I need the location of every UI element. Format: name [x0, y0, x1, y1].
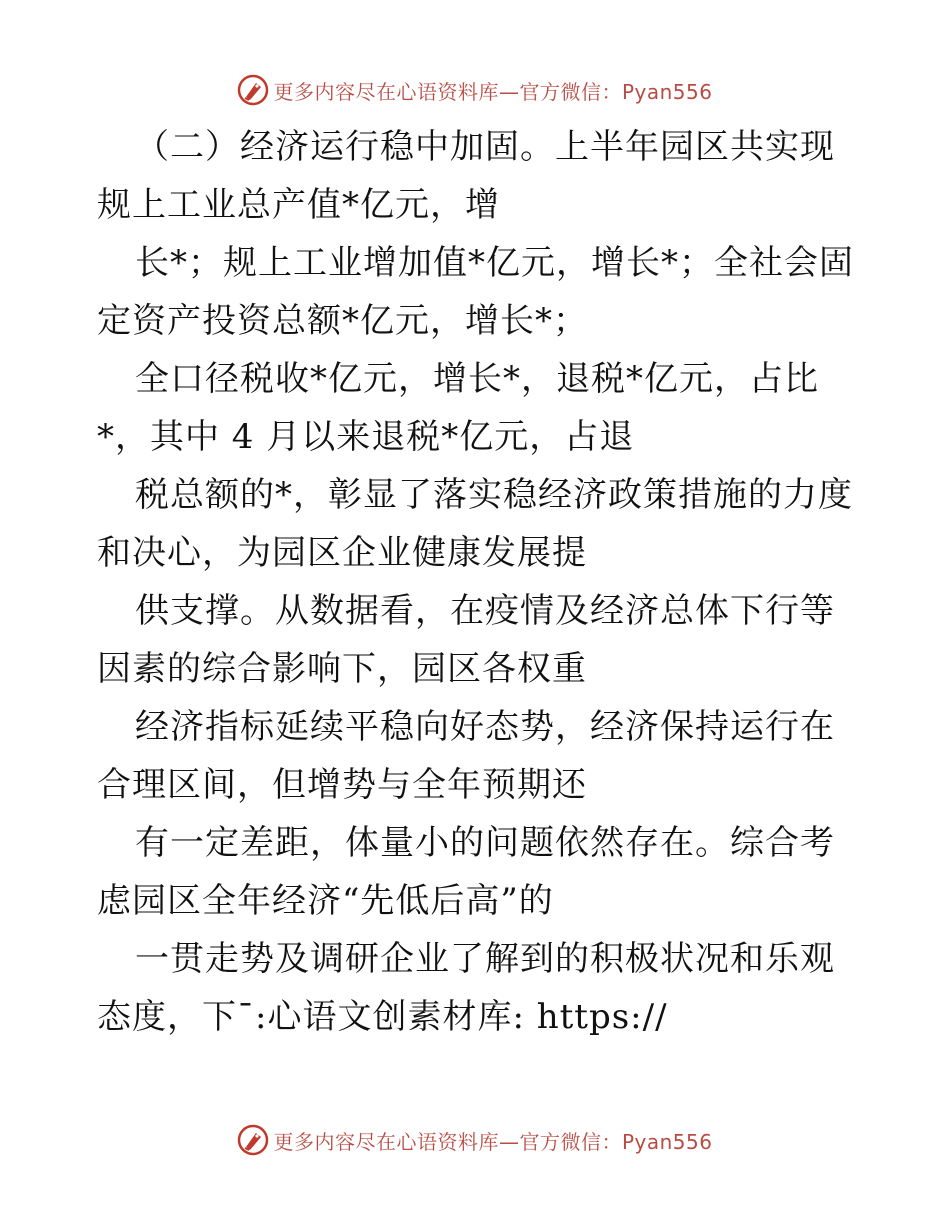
paragraph-7: 有一定差距，体量小的问题依然存在。综合考虑园区全年经济“先低后高”的 [97, 823, 835, 921]
document-body [97, 118, 867, 1046]
paragraph-2: 长*；规上工业增加值*亿元，增长*；全社会固定资产投资总额*亿元，增长*； [97, 243, 854, 341]
footer-watermark-banner [0, 1120, 950, 1160]
paragraph-3: 全口径税收*亿元，增长*，退税*亿元，占比*，其中 4 月以来退税*亿元，占退 [97, 359, 819, 457]
paragraph-4: 税总额的*，彰显了落实稳经济政策措施的力度和决心，为园区企业健康发展提 [97, 475, 853, 573]
header-watermark-banner [0, 70, 950, 110]
paragraph-8: 一贯走势及调研企业了解到的积极状况和乐观态度，下¯:心语文创素材库: https:// [97, 939, 835, 1037]
footer-banner-text: 更多内容尽在心语资料库—官方微信：Pyan556 [273, 1129, 713, 1154]
paragraph-6: 经济指标延续平稳向好态势，经济保持运行在合理区间，但增势与全年预期还 [97, 707, 835, 805]
paragraph-5: 供支撑。从数据看，在疫情及经济总体下行等因素的综合影响下，园区各权重 [97, 591, 835, 689]
paragraph-1: （二）经济运行稳中加固。上半年园区共实现规上工业总产值*亿元，增 [97, 127, 835, 225]
pen-nib-logo-icon [237, 74, 269, 106]
header-banner-text: 更多内容尽在心语资料库—官方微信：Pyan556 [273, 79, 713, 104]
pen-nib-logo-icon [237, 1124, 269, 1156]
